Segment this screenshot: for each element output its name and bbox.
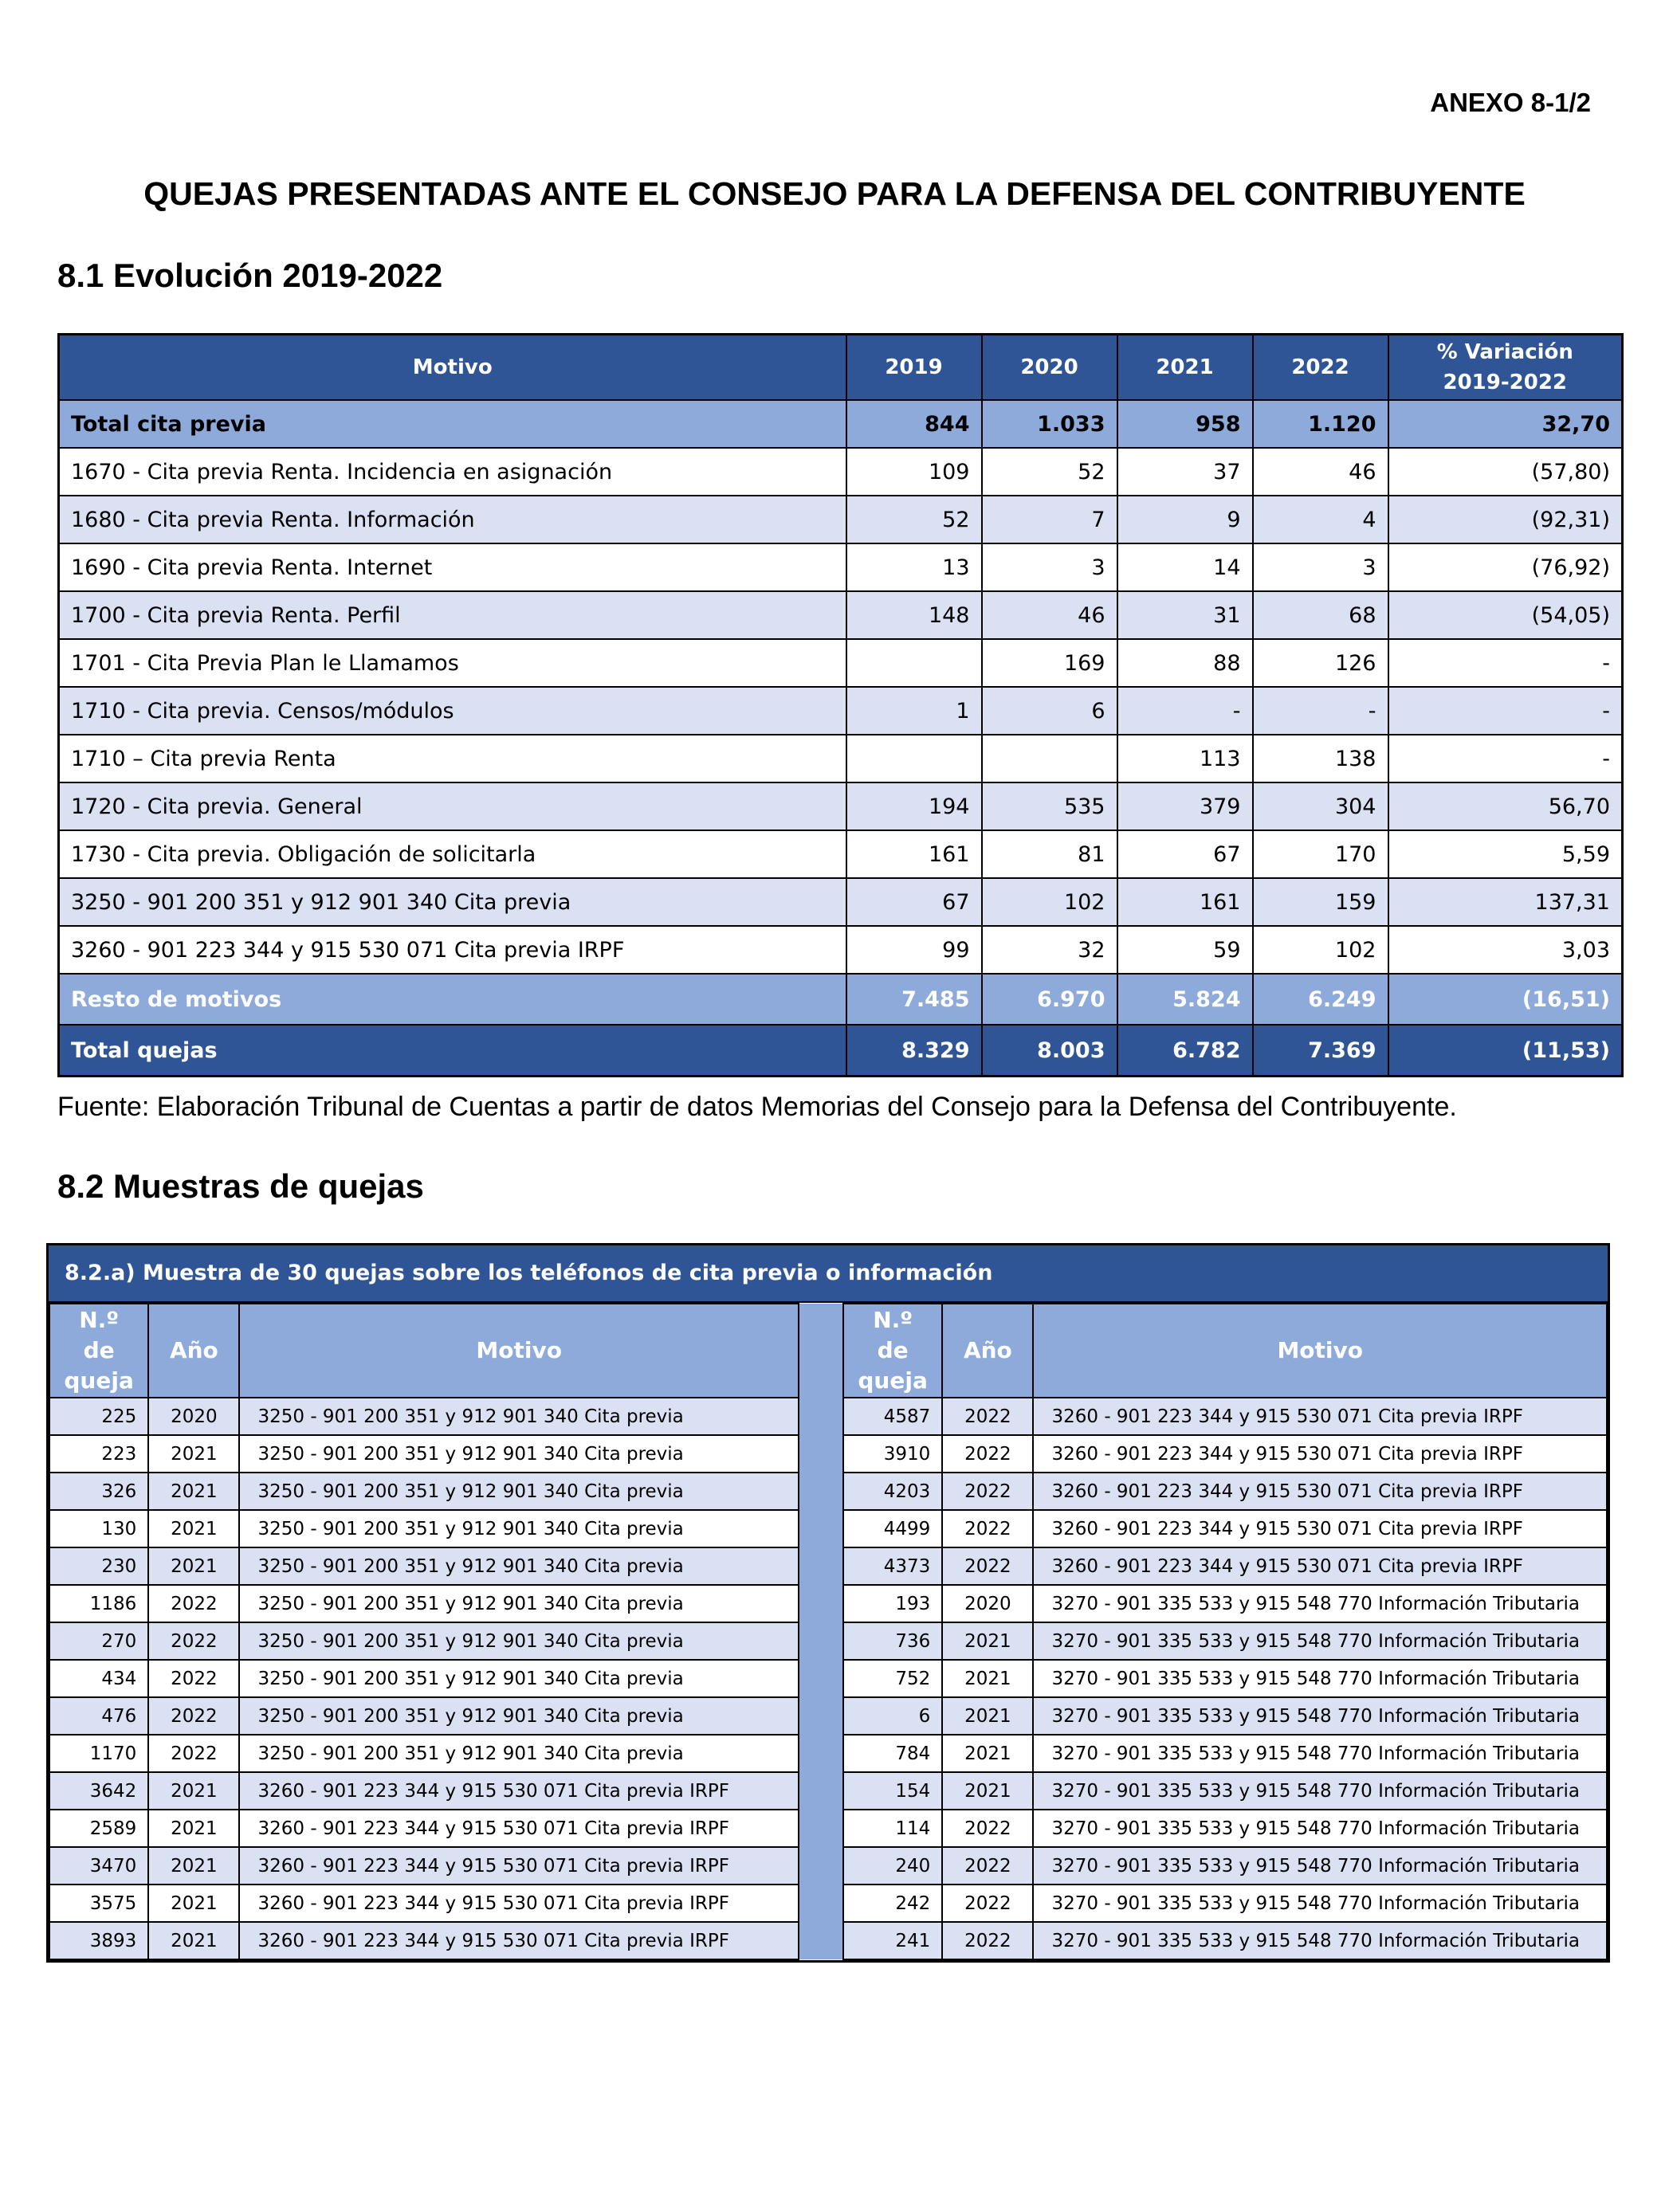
value-variacion-cell: (57,80)	[1388, 448, 1623, 496]
anio-right: 2022	[942, 1435, 1033, 1473]
anio-right: 2022	[942, 1885, 1033, 1922]
motivo-cell: 1700 - Cita previa Renta. Perfil	[59, 591, 846, 639]
queja-num-left: 2589	[49, 1810, 148, 1847]
column-gap	[799, 1735, 843, 1772]
queja-num-left: 434	[49, 1660, 148, 1697]
motivo-left: 3250 - 901 200 351 y 912 901 340 Cita previa	[239, 1585, 798, 1622]
value-2020-cell: 3	[982, 543, 1117, 591]
value-2019-cell	[846, 735, 982, 782]
sample-row	[49, 1510, 1607, 1547]
motivo-right: 3270 - 901 335 533 y 915 548 770 Información Tributaria	[1033, 1585, 1607, 1622]
value-2022-cell: 138	[1253, 735, 1388, 782]
table-row	[59, 926, 1623, 974]
value-2019-cell: 148	[846, 591, 982, 639]
motivo-cell: 1720 - Cita previa. General	[59, 782, 846, 830]
anio-left: 2022	[148, 1585, 239, 1622]
queja-num-left: 3893	[49, 1922, 148, 1959]
motivo-cell: 1701 - Cita Previa Plan le Llamamos	[59, 639, 846, 687]
motivo-left: 3250 - 901 200 351 y 912 901 340 Cita previa	[239, 1510, 798, 1547]
queja-num-right: 3910	[843, 1435, 942, 1473]
anio-left: 2022	[148, 1622, 239, 1660]
motivo-right: 3260 - 901 223 344 y 915 530 071 Cita previa IRPF	[1033, 1510, 1607, 1547]
queja-num-left: 225	[49, 1398, 148, 1435]
value-2022-cell: -	[1253, 687, 1388, 735]
queja-num-right: 752	[843, 1660, 942, 1697]
motivo-cell: 1710 - Cita previa. Censos/módulos	[59, 687, 846, 735]
value-2021-cell: 379	[1117, 782, 1253, 830]
value-2022-cell: 3	[1253, 543, 1388, 591]
queja-num-right: 4499	[843, 1510, 942, 1547]
value-2022-cell: 1.120	[1253, 400, 1388, 448]
value-2020-cell: 52	[982, 448, 1117, 496]
queja-num-left: 3470	[49, 1847, 148, 1885]
queja-num-right: 114	[843, 1810, 942, 1847]
anio-right: 2022	[942, 1547, 1033, 1585]
anio-right: 2022	[942, 1810, 1033, 1847]
queja-num-left: 326	[49, 1473, 148, 1510]
motivo-cell: 1680 - Cita previa Renta. Información	[59, 496, 846, 543]
motivo-right: 3270 - 901 335 533 y 915 548 770 Información Tributaria	[1033, 1697, 1607, 1735]
header-variacion	[1388, 335, 1623, 401]
column-gap	[799, 1547, 843, 1585]
anio-left: 2022	[148, 1660, 239, 1697]
sample-row	[49, 1697, 1607, 1735]
header-motivo: Motivo	[59, 335, 846, 401]
motivo-cell: Total quejas	[59, 1025, 846, 1077]
table-row	[59, 639, 1623, 687]
sample-header-row	[49, 1304, 1607, 1398]
value-2019-cell: 67	[846, 878, 982, 926]
table-header-row	[59, 335, 1623, 401]
sample-row	[49, 1885, 1607, 1922]
value-2020-cell: 32	[982, 926, 1117, 974]
value-2019-cell: 52	[846, 496, 982, 543]
table-row	[59, 974, 1623, 1025]
evolution-table	[57, 333, 1624, 1077]
queja-num-left: 130	[49, 1510, 148, 1547]
header-num-l3: queja	[64, 1367, 134, 1394]
anio-left: 2020	[148, 1398, 239, 1435]
anio-left: 2021	[148, 1473, 239, 1510]
anio-right: 2022	[942, 1847, 1033, 1885]
sample-row	[49, 1473, 1607, 1510]
value-variacion-cell: 5,59	[1388, 830, 1623, 878]
header-num-l2: de	[877, 1337, 909, 1363]
header-num-l3: queja	[858, 1367, 928, 1394]
motivo-left: 3250 - 901 200 351 y 912 901 340 Cita previa	[239, 1622, 798, 1660]
value-variacion-cell: -	[1388, 735, 1623, 782]
anio-left: 2021	[148, 1922, 239, 1959]
sample-row	[49, 1772, 1607, 1810]
value-2022-cell: 159	[1253, 878, 1388, 926]
anio-left: 2021	[148, 1772, 239, 1810]
sample-table-caption: 8.2.a) Muestra de 30 quejas sobre los teléfonos de cita previa o información	[49, 1245, 1608, 1303]
value-variacion-cell: 32,70	[1388, 400, 1623, 448]
motivo-left: 3260 - 901 223 344 y 915 530 071 Cita previa IRPF	[239, 1847, 798, 1885]
queja-num-left: 1170	[49, 1735, 148, 1772]
value-2020-cell: 7	[982, 496, 1117, 543]
anio-right: 2021	[942, 1735, 1033, 1772]
value-2021-cell: 37	[1117, 448, 1253, 496]
value-2020-cell: 1.033	[982, 400, 1117, 448]
value-2022-cell: 304	[1253, 782, 1388, 830]
queja-num-right: 241	[843, 1922, 942, 1959]
anio-left: 2021	[148, 1847, 239, 1885]
value-2021-cell: 59	[1117, 926, 1253, 974]
motivo-right: 3270 - 901 335 533 y 915 548 770 Información Tributaria	[1033, 1810, 1607, 1847]
anio-left: 2021	[148, 1810, 239, 1847]
value-variacion-cell: (16,51)	[1388, 974, 1623, 1025]
motivo-left: 3260 - 901 223 344 y 915 530 071 Cita previa IRPF	[239, 1810, 798, 1847]
anio-right: 2022	[942, 1510, 1033, 1547]
motivo-left: 3260 - 901 223 344 y 915 530 071 Cita previa IRPF	[239, 1922, 798, 1959]
value-2021-cell: 161	[1117, 878, 1253, 926]
source-note: Fuente: Elaboración Tribunal de Cuentas a partir de datos Memorias del Consejo para la Defensa del Contribuyente.	[57, 1092, 1457, 1122]
queja-num-right: 240	[843, 1847, 942, 1885]
motivo-right: 3260 - 901 223 344 y 915 530 071 Cita previa IRPF	[1033, 1435, 1607, 1473]
column-gap	[799, 1847, 843, 1885]
column-gap	[799, 1398, 843, 1435]
value-2020-cell	[982, 735, 1117, 782]
value-2021-cell: 88	[1117, 639, 1253, 687]
header-num-l1: N.º	[873, 1307, 913, 1333]
motivo-right: 3270 - 901 335 533 y 915 548 770 Información Tributaria	[1033, 1735, 1607, 1772]
table-row	[59, 735, 1623, 782]
value-2019-cell	[846, 639, 982, 687]
column-gap	[799, 1304, 843, 1398]
queja-num-right: 154	[843, 1772, 942, 1810]
anio-right: 2021	[942, 1622, 1033, 1660]
column-gap	[799, 1510, 843, 1547]
value-variacion-cell: -	[1388, 639, 1623, 687]
value-variacion-cell: 3,03	[1388, 926, 1623, 974]
anio-left: 2022	[148, 1697, 239, 1735]
value-variacion-cell: (11,53)	[1388, 1025, 1623, 1077]
column-gap	[799, 1885, 843, 1922]
queja-num-right: 6	[843, 1697, 942, 1735]
value-variacion-cell: (76,92)	[1388, 543, 1623, 591]
queja-num-right: 4373	[843, 1547, 942, 1585]
value-2019-cell: 7.485	[846, 974, 982, 1025]
motivo-cell: 1670 - Cita previa Renta. Incidencia en asignación	[59, 448, 846, 496]
motivo-left: 3250 - 901 200 351 y 912 901 340 Cita previa	[239, 1435, 798, 1473]
value-2019-cell: 109	[846, 448, 982, 496]
column-gap	[799, 1922, 843, 1959]
value-2021-cell: 6.782	[1117, 1025, 1253, 1077]
motivo-left: 3250 - 901 200 351 y 912 901 340 Cita previa	[239, 1735, 798, 1772]
header-num-queja-left	[49, 1304, 148, 1398]
sample-row	[49, 1660, 1607, 1697]
table-row	[59, 591, 1623, 639]
queja-num-right: 242	[843, 1885, 942, 1922]
column-gap	[799, 1810, 843, 1847]
value-2020-cell: 102	[982, 878, 1117, 926]
motivo-right: 3260 - 901 223 344 y 915 530 071 Cita previa IRPF	[1033, 1547, 1607, 1585]
table-row	[59, 496, 1623, 543]
value-2022-cell: 7.369	[1253, 1025, 1388, 1077]
column-gap	[799, 1660, 843, 1697]
value-2022-cell: 68	[1253, 591, 1388, 639]
value-2019-cell: 1	[846, 687, 982, 735]
value-2021-cell: 9	[1117, 496, 1253, 543]
motivo-cell: Total cita previa	[59, 400, 846, 448]
anio-right: 2020	[942, 1585, 1033, 1622]
header-motivo-left: Motivo	[239, 1304, 798, 1398]
sample-row	[49, 1922, 1607, 1959]
value-2020-cell: 46	[982, 591, 1117, 639]
sample-row	[49, 1547, 1607, 1585]
motivo-cell: 3260 - 901 223 344 y 915 530 071 Cita previa IRPF	[59, 926, 846, 974]
value-variacion-cell: 137,31	[1388, 878, 1623, 926]
header-variacion-l2: 2019-2022	[1443, 371, 1568, 394]
value-2019-cell: 194	[846, 782, 982, 830]
value-2020-cell: 535	[982, 782, 1117, 830]
column-gap	[799, 1772, 843, 1810]
header-2021: 2021	[1117, 335, 1253, 401]
value-variacion-cell: (92,31)	[1388, 496, 1623, 543]
table-row	[59, 687, 1623, 735]
value-2019-cell: 161	[846, 830, 982, 878]
sample-table	[49, 1303, 1608, 1960]
motivo-right: 3270 - 901 335 533 y 915 548 770 Información Tributaria	[1033, 1922, 1607, 1959]
motivo-left: 3250 - 901 200 351 y 912 901 340 Cita previa	[239, 1473, 798, 1510]
anio-left: 2021	[148, 1510, 239, 1547]
header-num-l1: N.º	[79, 1307, 120, 1333]
table-row	[59, 878, 1623, 926]
motivo-left: 3250 - 901 200 351 y 912 901 340 Cita previa	[239, 1660, 798, 1697]
value-variacion-cell: (54,05)	[1388, 591, 1623, 639]
anio-right: 2021	[942, 1660, 1033, 1697]
anio-left: 2022	[148, 1735, 239, 1772]
anio-left: 2021	[148, 1435, 239, 1473]
motivo-left: 3250 - 901 200 351 y 912 901 340 Cita previa	[239, 1547, 798, 1585]
queja-num-left: 223	[49, 1435, 148, 1473]
queja-num-right: 193	[843, 1585, 942, 1622]
header-2019: 2019	[846, 335, 982, 401]
motivo-cell: 3250 - 901 200 351 y 912 901 340 Cita previa	[59, 878, 846, 926]
motivo-right: 3270 - 901 335 533 y 915 548 770 Información Tributaria	[1033, 1622, 1607, 1660]
queja-num-left: 3642	[49, 1772, 148, 1810]
annex-label: ANEXO 8-1/2	[1430, 88, 1591, 117]
motivo-left: 3250 - 901 200 351 y 912 901 340 Cita previa	[239, 1398, 798, 1435]
queja-num-left: 270	[49, 1622, 148, 1660]
column-gap	[799, 1473, 843, 1510]
table-row	[59, 400, 1623, 448]
value-2022-cell: 126	[1253, 639, 1388, 687]
motivo-right: 3270 - 901 335 533 y 915 548 770 Información Tributaria	[1033, 1885, 1607, 1922]
anio-left: 2021	[148, 1547, 239, 1585]
table-row	[59, 543, 1623, 591]
value-2021-cell: 958	[1117, 400, 1253, 448]
value-2019-cell: 13	[846, 543, 982, 591]
sample-row	[49, 1622, 1607, 1660]
sample-row	[49, 1585, 1607, 1622]
column-gap	[799, 1585, 843, 1622]
queja-num-right: 736	[843, 1622, 942, 1660]
section-1-title: 8.1 Evolución 2019-2022	[57, 257, 443, 294]
value-2019-cell: 8.329	[846, 1025, 982, 1077]
sample-row	[49, 1847, 1607, 1885]
value-2021-cell: 31	[1117, 591, 1253, 639]
section-2-title: 8.2 Muestras de quejas	[57, 1167, 424, 1205]
value-2022-cell: 102	[1253, 926, 1388, 974]
anio-right: 2022	[942, 1398, 1033, 1435]
column-gap	[799, 1622, 843, 1660]
motivo-left: 3260 - 901 223 344 y 915 530 071 Cita previa IRPF	[239, 1885, 798, 1922]
value-2021-cell: 67	[1117, 830, 1253, 878]
value-2019-cell: 844	[846, 400, 982, 448]
motivo-right: 3270 - 901 335 533 y 915 548 770 Información Tributaria	[1033, 1847, 1607, 1885]
motivo-right: 3260 - 901 223 344 y 915 530 071 Cita previa IRPF	[1033, 1398, 1607, 1435]
header-anio-left: Año	[148, 1304, 239, 1398]
value-2021-cell: -	[1117, 687, 1253, 735]
queja-num-left: 230	[49, 1547, 148, 1585]
queja-num-right: 784	[843, 1735, 942, 1772]
sample-row	[49, 1398, 1607, 1435]
anio-left: 2021	[148, 1885, 239, 1922]
motivo-cell: 1730 - Cita previa. Obligación de solicitarla	[59, 830, 846, 878]
motivo-left: 3260 - 901 223 344 y 915 530 071 Cita previa IRPF	[239, 1772, 798, 1810]
anio-right: 2021	[942, 1697, 1033, 1735]
queja-num-left: 3575	[49, 1885, 148, 1922]
value-2019-cell: 99	[846, 926, 982, 974]
header-2020: 2020	[982, 335, 1117, 401]
column-gap	[799, 1435, 843, 1473]
value-2020-cell: 169	[982, 639, 1117, 687]
motivo-cell: Resto de motivos	[59, 974, 846, 1025]
queja-num-right: 4203	[843, 1473, 942, 1510]
queja-num-right: 4587	[843, 1398, 942, 1435]
value-2021-cell: 14	[1117, 543, 1253, 591]
header-motivo-right: Motivo	[1033, 1304, 1607, 1398]
sample-table-box	[46, 1243, 1610, 1963]
header-variacion-l1: % Variación	[1436, 340, 1573, 364]
header-2022: 2022	[1253, 335, 1388, 401]
value-2021-cell: 113	[1117, 735, 1253, 782]
value-2022-cell: 170	[1253, 830, 1388, 878]
value-2022-cell: 46	[1253, 448, 1388, 496]
value-variacion-cell: -	[1388, 687, 1623, 735]
value-2022-cell: 4	[1253, 496, 1388, 543]
header-num-queja-right	[843, 1304, 942, 1398]
sample-row	[49, 1735, 1607, 1772]
table-row	[59, 1025, 1623, 1077]
value-2022-cell: 6.249	[1253, 974, 1388, 1025]
header-anio-right: Año	[942, 1304, 1033, 1398]
table-row	[59, 448, 1623, 496]
header-num-l2: de	[83, 1337, 115, 1363]
page-title: QUEJAS PRESENTADAS ANTE EL CONSEJO PARA LA DEFENSA DEL CONTRIBUYENTE	[143, 175, 1526, 212]
anio-right: 2022	[942, 1922, 1033, 1959]
queja-num-left: 1186	[49, 1585, 148, 1622]
value-2020-cell: 81	[982, 830, 1117, 878]
anio-right: 2022	[942, 1473, 1033, 1510]
motivo-right: 3260 - 901 223 344 y 915 530 071 Cita previa IRPF	[1033, 1473, 1607, 1510]
motivo-right: 3270 - 901 335 533 y 915 548 770 Información Tributaria	[1033, 1772, 1607, 1810]
sample-row	[49, 1435, 1607, 1473]
motivo-left: 3250 - 901 200 351 y 912 901 340 Cita previa	[239, 1697, 798, 1735]
motivo-cell: 1690 - Cita previa Renta. Internet	[59, 543, 846, 591]
value-2020-cell: 6	[982, 687, 1117, 735]
anio-right: 2021	[942, 1772, 1033, 1810]
motivo-right: 3270 - 901 335 533 y 915 548 770 Información Tributaria	[1033, 1660, 1607, 1697]
sample-row	[49, 1810, 1607, 1847]
value-2020-cell: 8.003	[982, 1025, 1117, 1077]
table-row	[59, 830, 1623, 878]
value-variacion-cell: 56,70	[1388, 782, 1623, 830]
table-row	[59, 782, 1623, 830]
column-gap	[799, 1697, 843, 1735]
queja-num-left: 476	[49, 1697, 148, 1735]
value-2020-cell: 6.970	[982, 974, 1117, 1025]
motivo-cell: 1710 – Cita previa Renta	[59, 735, 846, 782]
value-2021-cell: 5.824	[1117, 974, 1253, 1025]
